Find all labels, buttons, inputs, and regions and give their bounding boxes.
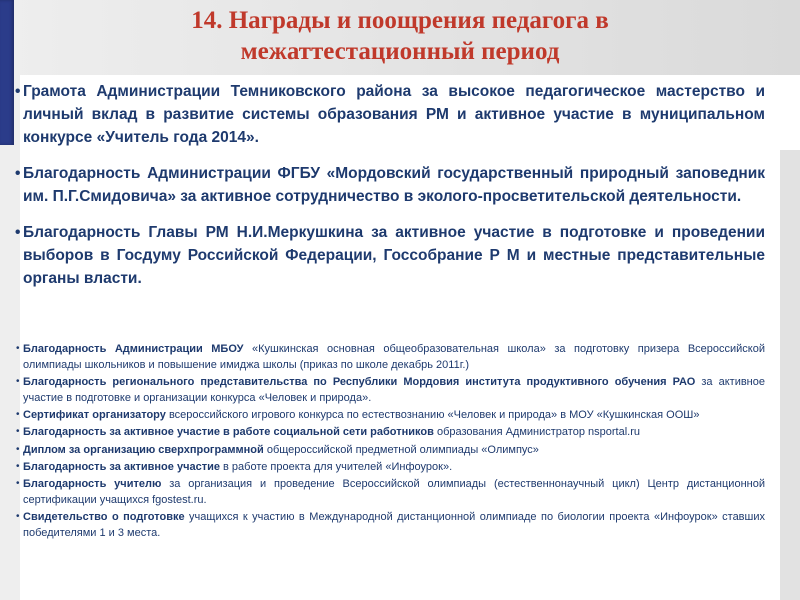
bullet-icon: • <box>16 376 20 388</box>
title-line-2: межаттестационный период <box>240 38 560 65</box>
detail-award-bold: Благодарность регионального представительства по Республики Мордовия института продуктивного обучения РАО <box>23 376 696 389</box>
detail-award-item <box>16 476 765 508</box>
main-award-text: Благодарность Администрации ФГБУ «Мордовский государственный природный заповедник им. П.Г.Смидовича» за активное сотрудничество в эколого-просветительской деятельности. <box>23 165 765 205</box>
bullet-icon: • <box>15 165 21 182</box>
accent-bar <box>0 0 14 145</box>
detail-award-text: учащихся к участию в Международной дистанционной олимпиаде по биологии проекта «Инфоурок» ставших победителями 1 и 3 места. <box>23 510 765 540</box>
detail-award-item <box>16 442 765 458</box>
slide-title <box>60 5 740 67</box>
detail-award-item <box>16 459 765 475</box>
bullet-icon: • <box>16 510 20 522</box>
detail-award-text: «Кушкинская основная общеобразовательная школа» за подготовку призера Всероссийской олимпиады школьников и повышение имиджа школы (приказ по школе декабрь 2011г.) <box>23 343 766 372</box>
main-award-item <box>15 221 765 290</box>
detail-award-item <box>16 341 766 373</box>
detail-award-bold: Благодарность Администрации МБОУ <box>23 343 244 355</box>
bullet-icon: • <box>16 443 20 455</box>
detail-award-text: общероссийской предметной олимпиады «Олимпус» <box>263 443 539 456</box>
detail-award-text: в работе проекта для учителей «Инфоурок». <box>219 460 453 473</box>
main-award-text: Грамота Администрации Темниковского района за высокое педагогическое мастерство и личный вклад в развитие системы образования РМ и активное участие в муниципальном конкурсе «Учитель года 2014». <box>23 83 765 146</box>
bullet-icon: • <box>16 409 20 421</box>
bullet-icon: • <box>15 83 21 100</box>
detail-award-item <box>16 509 765 541</box>
detail-award-text: всероссийского игрового конкурса по естествознанию «Человек и природа» в МОУ «Кушкинская ООШ» <box>165 409 700 422</box>
detail-award-item <box>16 407 765 423</box>
bullet-icon: • <box>16 460 20 472</box>
detail-award-bold: Благодарность за активное участие <box>23 460 220 473</box>
detail-award-bold: Диплом за организацию сверхпрограммной <box>23 443 264 456</box>
bullet-icon: • <box>15 224 21 241</box>
detail-award-bold: Благодарность за активное участие в работе социальной сети работников <box>23 426 434 439</box>
main-award-item <box>15 80 765 149</box>
right-shade <box>780 150 800 600</box>
main-award-item <box>15 162 765 208</box>
bullet-icon: • <box>16 343 20 354</box>
detail-award-bold: Сертификат организатору <box>23 409 166 422</box>
detail-award-item <box>16 374 765 406</box>
detail-award-text: образования Администратор nsportal.ru <box>433 426 640 439</box>
detail-award-text: за активное участие в подготовке и организации конкурса «Человек и природа». <box>23 376 765 405</box>
detail-award-text: за организация и проведение Всероссийской олимпиады (естественнонаучный цикл) Центр дистанционной сертификации учащихся fgostest.ru. <box>23 477 765 506</box>
detail-award-bold: Свидетельство о подготовке <box>23 510 185 523</box>
title-line-1: 14. Награды и поощрения педагога в <box>191 7 609 34</box>
main-awards-list <box>15 80 765 303</box>
detail-awards-list <box>16 341 766 542</box>
detail-award-item <box>16 424 765 440</box>
main-award-text: Благодарность Главы РМ Н.И.Меркушкина за активное участие в подготовке и проведении выборов в Госдуму Российской Федерации, Госсобрание Р М и местные представительные органы власти. <box>23 224 765 287</box>
detail-award-bold: Благодарность учителю <box>23 477 162 490</box>
bullet-icon: • <box>16 477 20 489</box>
bullet-icon: • <box>16 426 20 438</box>
